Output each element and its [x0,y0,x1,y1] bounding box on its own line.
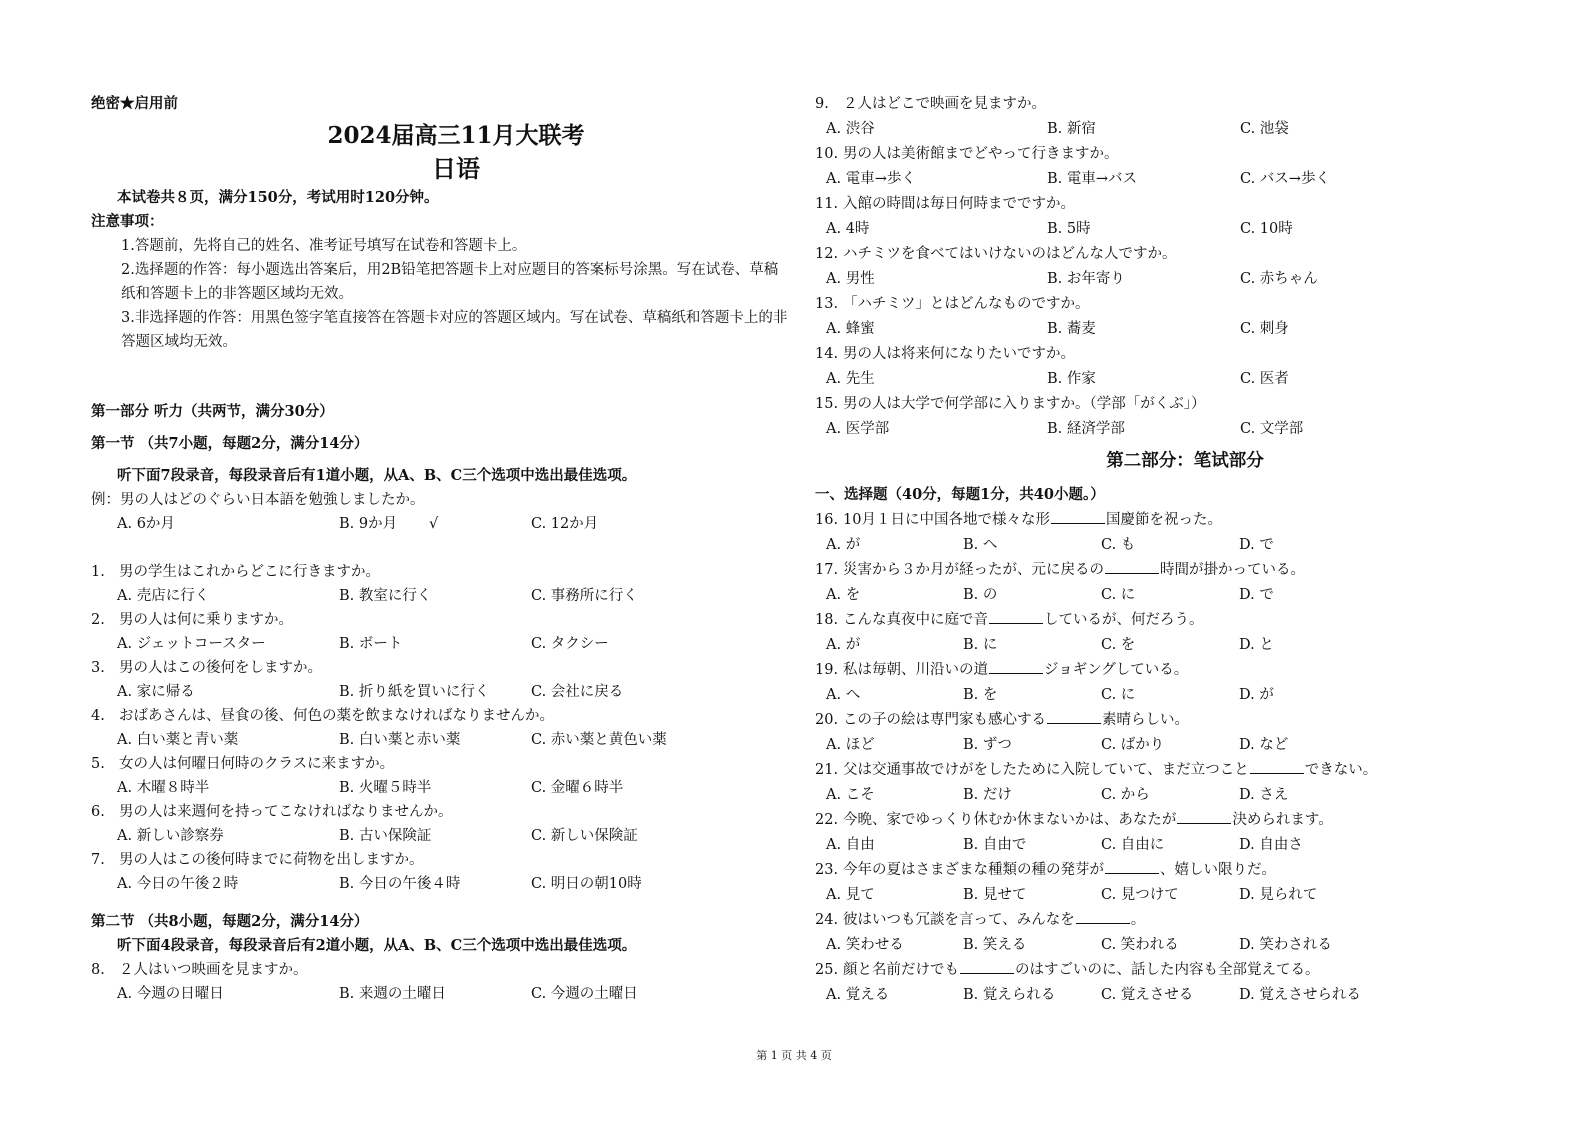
question-text: 男の人はこの後何をしますか。 [119,660,322,676]
option-c: C. に [1101,687,1136,703]
option-a: A. 見て [826,887,875,903]
option-b: B. 見せて [963,887,1027,903]
option-b: B. 自由で [963,837,1027,853]
question-row [815,958,1555,983]
option-b: B. 折り紙を買いに行く [339,684,490,700]
question-text-before: 今年の夏はさまざまな種類の種の発芽が [843,862,1104,878]
question-row [815,92,1555,117]
question-text-after: ジョギングしている。 [1044,662,1189,678]
example-answer-mark: √ [429,516,439,532]
question-text-before: この子の絵は専門家も感心する [843,712,1046,728]
option-b: B. 来週の土曜日 [339,986,446,1002]
answer-blank[interactable] [1105,859,1159,874]
question-row [815,558,1555,583]
notice-3: 3.非选择题的作答：用黑色签字笔直接答在答题卡对应的答题区域内。写在试卷、草稿纸和答题卡上的非答题区域均无效。 [121,310,788,350]
question-number: 19. [815,662,839,678]
question-row [91,752,791,776]
option-a: A. 今週の日曜日 [117,986,224,1002]
question-number: 10. [815,146,839,162]
question-number: 12. [815,246,839,262]
option-row [91,728,791,752]
question-row [91,608,791,632]
option-a: A. 男性 [826,271,875,287]
part1-sec2-title: 第二节 （共8小题，每题2分，满分14分） [91,913,369,930]
question-row [815,608,1555,633]
option-d: D. 見られて [1239,887,1318,903]
option-b: B. 古い保険証 [339,828,432,844]
option-row [815,583,1555,608]
question-number: 16. [815,512,839,528]
question-number: 1. [91,564,105,580]
question-row [815,242,1555,267]
question-number: 21. [815,762,839,778]
option-row [815,267,1555,292]
option-c: C. ばかり [1101,737,1165,753]
option-b: B. 蕎麦 [1047,321,1096,337]
left-column [91,92,791,1006]
question-row [91,958,791,982]
option-c: C. 赤い薬と黄色い薬 [531,732,667,748]
question-number: 11. [815,196,839,212]
question-text-before: 顔と名前だけでも [843,962,959,978]
option-row [91,584,791,608]
option-row [815,367,1555,392]
option-b: B. だけ [963,787,1012,803]
option-b: B. 笑える [963,937,1027,953]
option-a: A. 4時 [826,221,870,237]
option-a: A. が [826,637,861,653]
option-b: B. 電車→バス [1047,171,1138,187]
option-d: D. など [1239,737,1289,753]
option-a: A. 電車→歩く [826,171,916,187]
option-b: B. ボート [339,636,403,652]
option-row [815,883,1555,908]
option-c: C. 今週の土曜日 [531,986,638,1002]
option-a: A. 覚える [826,987,890,1003]
question-number: 20. [815,712,839,728]
option-row [815,783,1555,808]
question-number: 5. [91,756,105,772]
option-row [815,733,1555,758]
option-c: C. 明日の朝10時 [531,876,642,892]
option-d: D. で [1239,537,1274,553]
option-b: B. 新宿 [1047,121,1096,137]
option-a: A. 笑わせる [826,937,904,953]
question-number: 14. [815,346,839,362]
question-text-after: 時間が掛かっている。 [1160,562,1305,578]
notice-1: 1.答题前，先将自己的姓名、准考证号填写在试卷和答题卡上。 [121,238,527,254]
question-text-before: 父は交通事故でけがをしたために入院していて、まだ立つこと [843,762,1249,778]
option-c: C. 自由に [1101,837,1165,853]
question-text-before: 今晩、家でゆっくり休むか休まないかは、あなたが [843,812,1177,828]
example-option-a: A. 6か月 [117,516,175,532]
example-option-b: B. 9か月 [339,516,398,532]
option-row [91,632,791,656]
option-c: C. 覚えさせる [1101,987,1194,1003]
option-c: C. から [1101,787,1150,803]
question-row [815,808,1555,833]
question-row [815,658,1555,683]
example-question: 例：男の人はどのぐらい日本語を勉強しましたか。 [91,492,425,508]
question-text: 男の人は美術館までどやって行きますか。 [843,146,1119,162]
option-d: D. で [1239,587,1274,603]
option-row [91,824,791,848]
question-text-before: 10月１日に中国各地で様々な形 [843,512,1050,528]
part1-sec2-left-questions [91,958,791,1006]
notice-2: 2.选择题的作答：每小题选出答案后，用2B铅笔把答题卡上对应题目的答案标号涂黑。写在试卷、草稿纸和答题卡上的非答题区域均无效。 [121,262,779,302]
question-number: 23. [815,862,839,878]
option-a: A. へ [826,687,861,703]
option-d: D. さえ [1239,787,1289,803]
question-row [815,392,1555,417]
option-c: C. タクシー [531,636,609,652]
option-a: A. ほど [826,737,875,753]
question-text-after: 。 [1130,912,1146,928]
question-text: 「ハチミツ」とはどんなものですか。 [843,296,1090,312]
question-number: 6. [91,804,105,820]
option-c: C. を [1101,637,1136,653]
option-c: C. 10時 [1240,221,1293,237]
answer-blank[interactable] [1105,559,1159,574]
option-b: B. 作家 [1047,371,1096,387]
question-text: 男の人はこの後何時までに荷物を出しますか。 [119,852,424,868]
question-number: 2. [91,612,105,628]
question-number: 24. [815,912,839,928]
option-a: A. 売店に行く [117,588,210,604]
question-text: 男の人は来週何を持ってこなければなりませんか。 [119,804,453,820]
option-row [815,117,1555,142]
part2-questions [815,508,1555,1008]
question-text-after: 素晴らしい。 [1102,712,1189,728]
option-row [815,933,1555,958]
part1-sec2-instr: 听下面4段录音，每段录音后有2道小题，从A、B、C三个选项中选出最佳选项。 [117,937,637,954]
option-b: B. 5時 [1047,221,1091,237]
question-text-after: 決められます。 [1232,812,1333,828]
option-a: A. 先生 [826,371,875,387]
answer-blank[interactable] [1177,809,1231,824]
part2-sec1-title: 一、选择题（40分，每题1分，共40小题。） [815,486,1105,503]
question-number: 4. [91,708,105,724]
answer-blank[interactable] [960,959,1014,974]
question-text: 女の人は何曜日何時のクラスに来ますか。 [119,756,395,772]
option-row [815,317,1555,342]
option-c: C. 金曜６時半 [531,780,624,796]
option-b: B. ずつ [963,737,1012,753]
question-text-after: のはすごいのに、話した内容も全部覚えてる。 [1015,962,1320,978]
answer-blank[interactable] [1051,509,1105,524]
question-number: 22. [815,812,839,828]
question-text-after: 国慶節を祝った。 [1105,512,1222,528]
option-row [815,833,1555,858]
question-text: ２人はいつ映画を見ますか。 [119,962,308,978]
option-row [91,872,791,896]
question-text: 男の人は将来何になりたいですか。 [843,346,1075,362]
question-row [91,560,791,584]
option-a: A. を [826,587,861,603]
option-b: B. を [963,687,998,703]
option-row [91,776,791,800]
option-d: D. 笑わされる [1239,937,1332,953]
question-row [815,858,1555,883]
part1-title: 第一部分 听力（共两节，满分30分） [91,403,334,420]
option-b: B. 白い薬と赤い薬 [339,732,461,748]
question-text-after: できない。 [1304,762,1378,778]
question-text-after: しているが、何だろう。 [1044,612,1204,628]
option-row [815,167,1555,192]
option-b: B. 経済学部 [1047,421,1125,437]
option-d: D. が [1239,687,1274,703]
option-d: D. 自由さ [1239,837,1303,853]
answer-blank[interactable] [989,609,1043,624]
question-text-after: 、嬉しい限りだ。 [1160,862,1276,878]
question-row [815,192,1555,217]
option-c: C. 笑われる [1101,937,1179,953]
option-d: D. 覚えさせられる [1239,987,1361,1003]
question-text: 男の人は何に乗りますか。 [119,612,293,628]
notice-label: 注意事项： [91,213,164,230]
page-footer: 第 1 页 共 4 页 [756,1049,832,1062]
option-row [815,633,1555,658]
question-number: 3. [91,660,105,676]
question-row [815,908,1555,933]
option-a: A. 自由 [826,837,875,853]
question-text-before: こんな真夜中に庭で音 [843,612,988,628]
question-number: 9. [815,96,829,112]
exam-title: 2024届高三11月大联考 [327,122,585,149]
option-b: B. 火曜５時半 [339,780,432,796]
question-text-before: 彼はいつも冗談を言って、みんなを [843,912,1075,928]
question-number: 15. [815,396,839,412]
part1-sec2-right-questions [815,92,1555,442]
option-c: C. 刺身 [1240,321,1289,337]
option-row [815,533,1555,558]
option-row [815,683,1555,708]
option-a: A. 医学部 [826,421,890,437]
option-row [815,217,1555,242]
option-d: D. と [1239,637,1274,653]
option-c: C. 事務所に行く [531,588,638,604]
question-row [91,656,791,680]
answer-blank[interactable] [989,659,1043,674]
option-c: C. 新しい保険証 [531,828,638,844]
example-options [91,512,791,536]
option-c: C. も [1101,537,1136,553]
option-row [91,982,791,1006]
option-a: A. 家に帰る [117,684,195,700]
question-number: 13. [815,296,839,312]
option-b: B. 今日の午後４時 [339,876,461,892]
question-row [91,848,791,872]
option-a: A. 白い薬と青い薬 [117,732,239,748]
question-row [91,800,791,824]
question-number: 7. [91,852,105,868]
question-text-before: 災害から３か月が経ったが、元に戻るの [843,562,1104,578]
part1-sec1-instr: 听下面7段录音，每段录音后有1道小题，从A、B、C三个选项中选出最佳选项。 [117,467,637,484]
option-a: A. 渋谷 [826,121,875,137]
option-c: C. に [1101,587,1136,603]
option-b: B. へ [963,537,998,553]
right-column [815,92,1555,1008]
option-b: B. 覚えられる [963,987,1056,1003]
option-c: C. バス→歩く [1240,171,1330,187]
question-row [815,292,1555,317]
question-row [91,704,791,728]
question-text-before: 私は毎朝、川沿いの道 [843,662,988,678]
part1-sec1-questions [91,560,791,896]
question-number: 17. [815,562,839,578]
question-row [815,708,1555,733]
question-text: 男の学生はこれからどこに行きますか。 [119,564,380,580]
secret-label: 绝密★启用前 [91,95,178,112]
option-c: C. 文学部 [1240,421,1304,437]
example-option-c: C. 12か月 [531,516,599,532]
question-row [815,342,1555,367]
question-number: 18. [815,612,839,628]
option-a: A. 今日の午後２時 [117,876,239,892]
question-row [815,758,1555,783]
option-c: C. 赤ちゃん [1240,271,1318,287]
option-row [815,983,1555,1008]
question-text: ハチミツを食べてはいけないのはどんな人ですか。 [843,246,1177,262]
option-b: B. 教室に行く [339,588,432,604]
question-row [815,142,1555,167]
option-c: C. 会社に戻る [531,684,624,700]
question-text: おばあさんは、昼食の後、何色の薬を飲まなければなりませんか。 [119,708,554,724]
option-a: A. ジェットコースター [117,636,266,652]
option-a: A. 蜂蜜 [826,321,875,337]
answer-blank[interactable] [1250,759,1304,774]
option-c: C. 池袋 [1240,121,1289,137]
question-row [815,508,1555,533]
question-text: ２人はどこで映画を見ますか。 [843,96,1046,112]
option-a: A. 木曜８時半 [117,780,210,796]
option-b: B. に [963,637,998,653]
answer-blank[interactable] [1076,909,1130,924]
option-row [815,417,1555,442]
subject-title: 日语 [432,154,480,183]
answer-blank[interactable] [1047,709,1101,724]
part1-sec1-title: 第一节 （共7小题，每题2分，满分14分） [91,435,369,452]
option-b: B. の [963,587,998,603]
part2-title: 第二部分：笔试部分 [1106,451,1264,471]
option-b: B. お年寄り [1047,271,1125,287]
question-number: 25. [815,962,839,978]
option-c: C. 見つけて [1101,887,1179,903]
option-row [91,680,791,704]
option-a: A. が [826,537,861,553]
exam-info: 本试卷共８页，满分150分，考试用时120分钟。 [117,189,439,206]
option-a: A. 新しい診察券 [117,828,224,844]
question-text: 男の人は大学で何学部に入りますか。（学部「がくぶ」） [843,396,1206,412]
option-a: A. こそ [826,787,875,803]
option-c: C. 医者 [1240,371,1289,387]
question-text: 入館の時間は毎日何時までですか。 [843,196,1075,212]
question-number: 8. [91,962,105,978]
